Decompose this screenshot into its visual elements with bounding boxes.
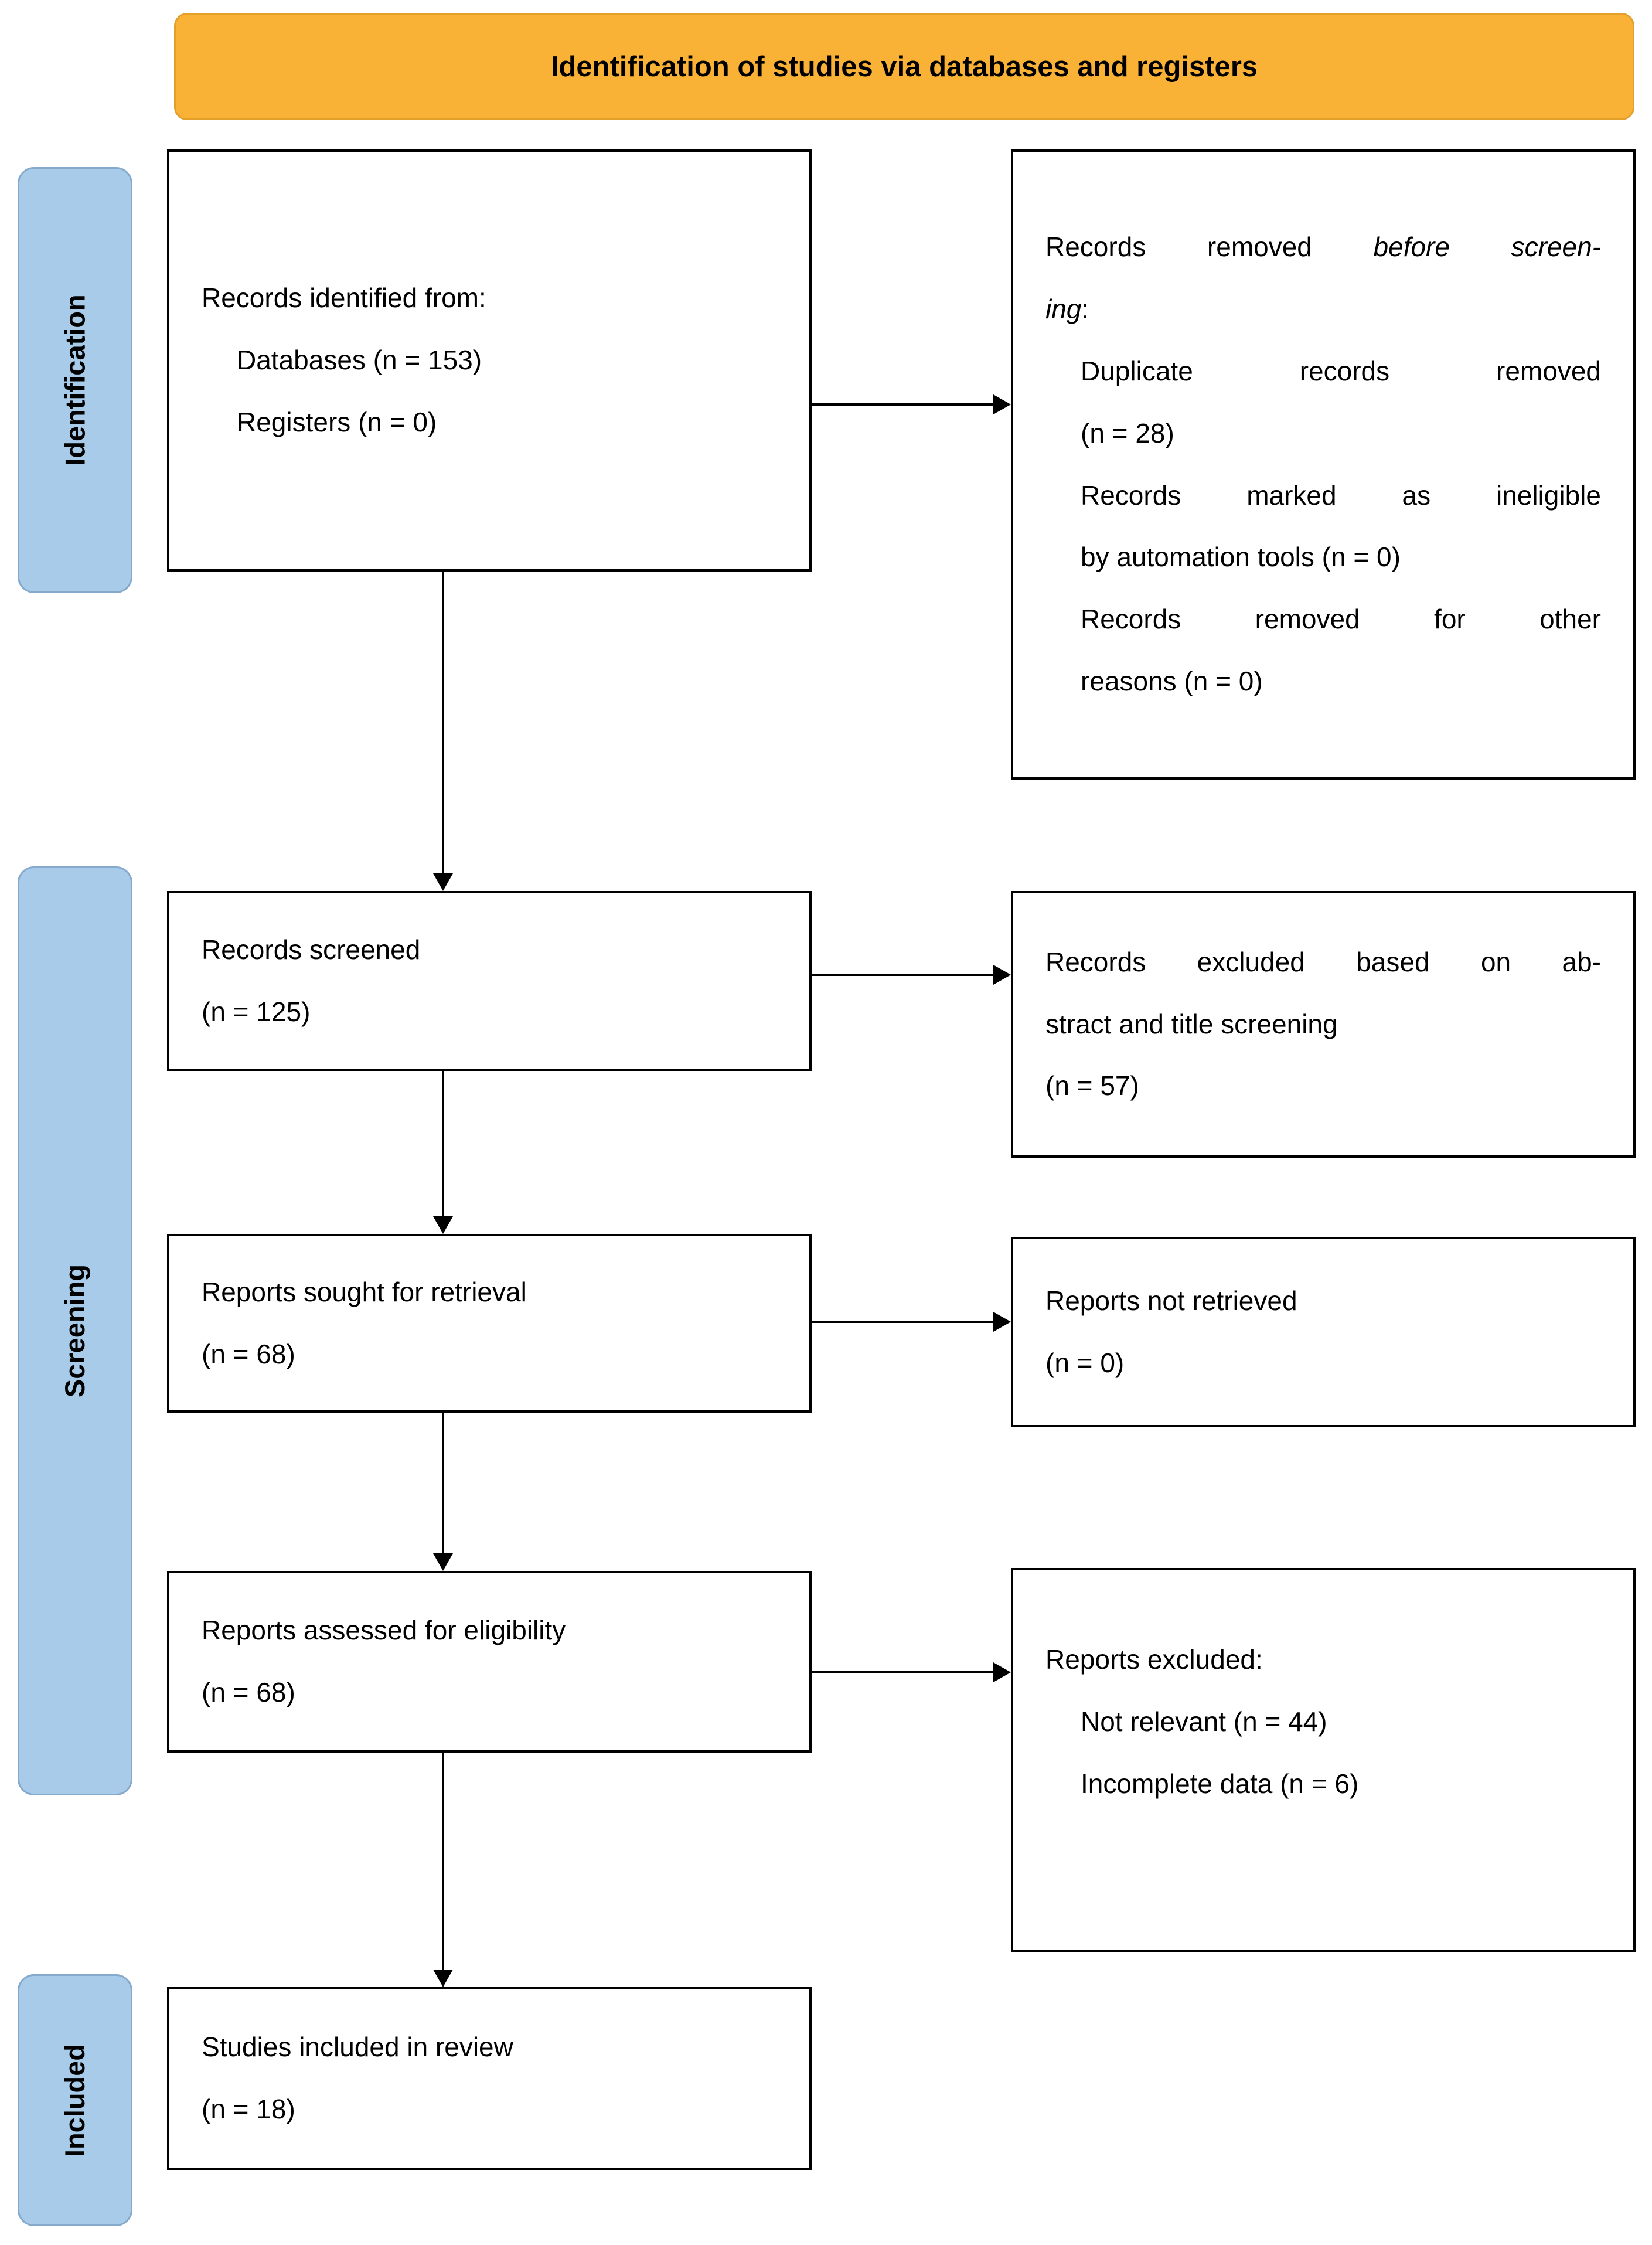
records-removed-title-line2 [1045,278,1601,341]
box-reports-excluded [1011,1568,1636,1952]
records-excluded-line1: Records excluded based on ab- [1045,946,1601,977]
records-removed-title-normal: Records removed [1045,232,1312,263]
box-studies-included [167,1987,812,2170]
records-removed-title-colon: : [1081,294,1089,325]
records-identified-title: Records identified from: [202,283,486,314]
arrow-sought-to-assessed [442,1413,444,1553]
records-removed-title-line1 [1045,216,1601,278]
box-records-excluded [1011,891,1636,1158]
arrow-assessed-to-excluded [812,1671,993,1673]
reports-excluded-header: Reports excluded: [1045,1644,1263,1675]
stage-screening-label: Screening [59,1264,91,1398]
box-records-identified [167,149,812,572]
box-reports-sought [167,1234,812,1413]
removed-duplicates-line1: Duplicate records removed [1081,355,1601,386]
reports-excluded-incomplete: Incomplete data (n = 6) [1081,1768,1359,1799]
records-identified-databases: Databases (n = 153) [237,345,482,376]
arrow-screened-to-excluded [812,974,993,976]
removed-other-line2: reasons (n = 0) [1081,665,1263,696]
records-screened-label: Records screened [202,934,421,965]
reports-assessed-label: Reports assessed for eligibility [202,1615,566,1646]
records-excluded-line2: stract and title screening [1045,1008,1338,1039]
removed-ineligible-line2: by automation tools (n = 0) [1081,542,1401,573]
removed-duplicates-line2: (n = 28) [1081,417,1174,448]
reports-excluded-not-relevant: Not relevant (n = 44) [1081,1706,1327,1737]
removed-other-line1: Records removed for other [1081,604,1601,635]
records-excluded-count: (n = 57) [1045,1070,1139,1101]
arrow-assessed-to-included [442,1753,444,1970]
stage-included [18,1974,132,2226]
reports-not-retrieved-label: Reports not retrieved [1045,1285,1297,1316]
reports-not-retrieved-count: (n = 0) [1045,1347,1125,1378]
stage-identification-label: Identification [59,294,91,466]
arrow-screened-to-sought [442,1071,444,1216]
records-removed-title-italic: before screen- [1373,232,1601,263]
records-identified-registers: Registers (n = 0) [237,406,437,437]
records-screened-count: (n = 125) [202,996,311,1027]
arrow-identified-to-removed [812,403,993,406]
box-reports-not-retrieved [1011,1237,1636,1427]
studies-included-count: (n = 18) [202,2094,295,2124]
banner-title: Identification of studies via databases and registers [550,50,1258,83]
removed-ineligible-line1: Records marked as ineligible [1081,479,1601,511]
arrow-sought-to-not-retrieved [812,1321,993,1323]
box-reports-assessed [167,1571,812,1753]
arrow-identified-to-screened [442,572,444,873]
records-removed-title-italic2: ing [1045,294,1082,325]
reports-assessed-count: (n = 68) [202,1677,295,1707]
stage-included-label: Included [59,2043,91,2157]
box-records-screened [167,891,812,1071]
reports-sought-label: Reports sought for retrieval [202,1276,527,1307]
studies-included-label: Studies included in review [202,2032,513,2063]
banner [174,13,1634,120]
reports-sought-count: (n = 68) [202,1338,295,1369]
box-records-removed [1011,149,1636,780]
stage-screening [18,866,132,1795]
stage-identification [18,167,132,593]
